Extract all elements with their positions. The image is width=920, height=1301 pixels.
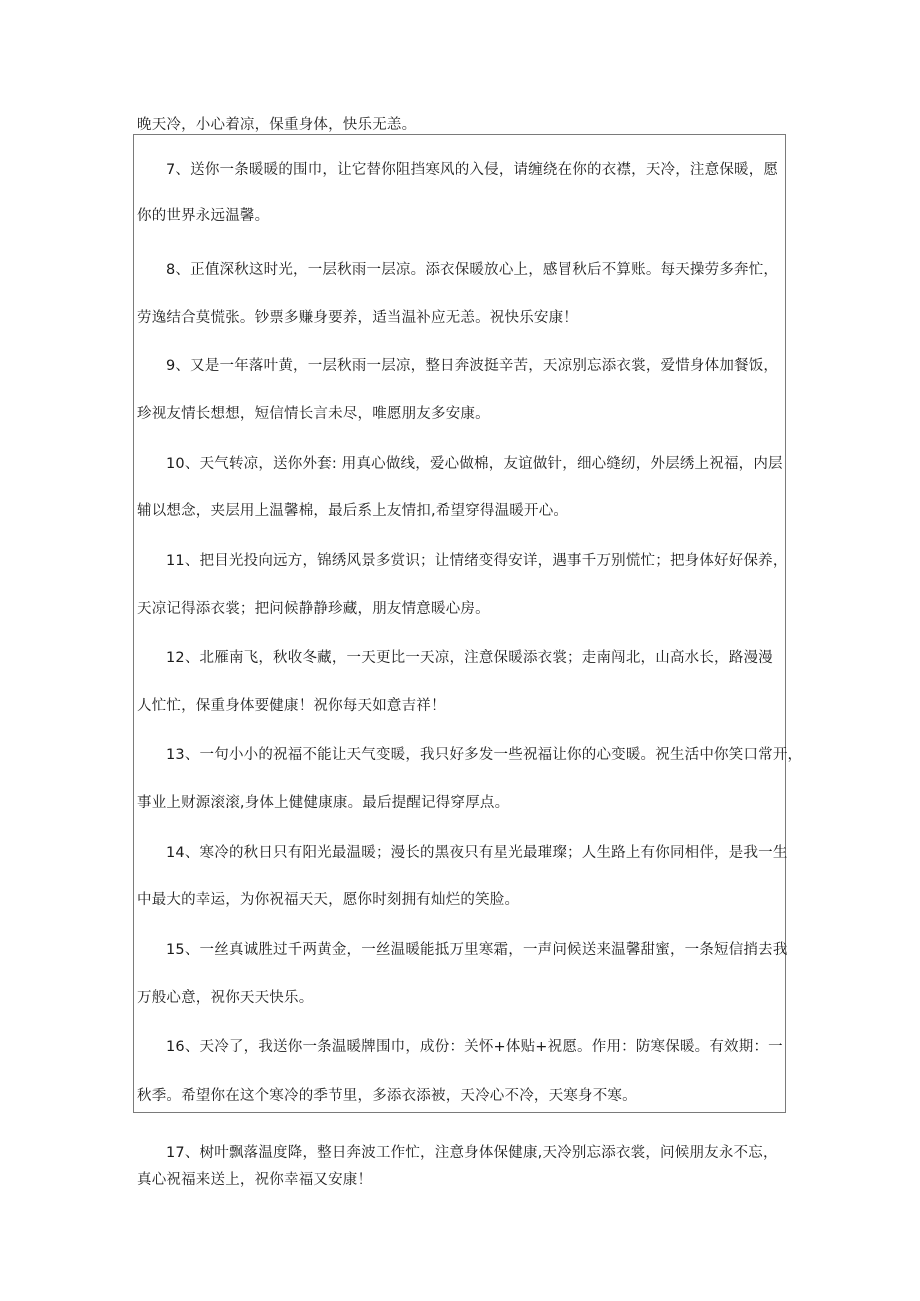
paragraph-11-line-1: 11、把目光投向远方，锦绣风景多赏识；让情绪变得安详，遇事千万别慌忙；把身体好好保养，: [166, 553, 788, 569]
paragraph-13-line-2: 事业上财源滚滚,身体上健健康康。最后提醒记得穿厚点。: [137, 795, 510, 811]
paragraph-17-line-2: 真心祝福来送上，祝你幸福又安康！: [137, 1172, 373, 1188]
paragraph-7-line-2: 你的世界永远温馨。: [137, 208, 270, 224]
paragraph-9-line-2: 珍视友情长想想，短信情长言未尽，唯愿朋友多安康。: [137, 406, 490, 422]
bordered-text-box: [133, 134, 786, 1113]
paragraph-16-line-1: 16、天冷了，我送你一条温暖牌围巾，成份：关怀+体贴+祝愿。作用：防寒保暖。有效期：一: [166, 1039, 783, 1055]
paragraph-15-line-1: 15、一丝真诚胜过千两黄金，一丝温暖能抵万里寒霜，一声问候送来温馨甜蜜，一条短信捎去我: [166, 942, 788, 958]
paragraph-15-line-2: 万般心意，祝你天天快乐。: [137, 990, 314, 1006]
paragraph-12-line-2: 人忙忙，保重身体要健康！祝你每天如意吉祥！: [137, 698, 446, 714]
paragraph-7-line-1: 7、送你一条暖暖的围巾，让它替你阻挡寒风的入侵，请缠绕在你的衣襟，天冷，注意保暖，愿: [166, 162, 779, 178]
paragraph-10-line-2: 辅以想念，夹层用上温馨棉，最后系上友情扣,希望穿得温暖开心。: [137, 503, 569, 519]
paragraph-16-line-2: 秋季。希望你在这个寒冷的季节里，多添衣添被，天冷心不冷，天寒身不寒。: [137, 1088, 637, 1104]
paragraph-14-line-2: 中最大的幸运，为你祝福天天，愿你时刻拥有灿烂的笑脸。: [137, 892, 520, 908]
paragraph-11-line-2: 天凉记得添衣裳；把问候静静珍藏，朋友情意暖心房。: [137, 601, 490, 617]
paragraph-8-line-1: 8、正值深秋这时光，一层秋雨一层凉。添衣保暖放心上，感冒秋后不算账。每天操劳多奔忙，: [166, 262, 779, 278]
paragraph-14-line-1: 14、寒冷的秋日只有阳光最温暖；漫长的黑夜只有星光最璀璨；人生路上有你同相伴，是我一生: [166, 845, 788, 861]
paragraph-9-line-1: 9、又是一年落叶黄，一层秋雨一层凉，整日奔波挺辛苦，天凉别忘添衣裳，爱惜身体加餐饭，: [166, 358, 779, 374]
paragraph-6-line-1: 晚天冷，小心着凉，保重身体，快乐无恙。: [137, 117, 417, 133]
paragraph-12-line-1: 12、北雁南飞，秋收冬藏，一天更比一天凉，注意保暖添衣裳；走南闯北，山高水长，路漫漫: [166, 650, 773, 666]
paragraph-17-line-1: 17、树叶飘落温度降，整日奔波工作忙，注意身体保健康,天冷别忘添衣裳，问候朋友永不忘，: [166, 1145, 778, 1161]
paragraph-10-line-1: 10、天气转凉，送你外套: 用真心做线，爱心做棉，友谊做针，细心缝纫，外层绣上祝福，内层: [166, 456, 783, 472]
paragraph-8-line-2: 劳逸结合莫慌张。钞票多赚身要养，适当温补应无恙。祝快乐安康！: [137, 310, 578, 326]
paragraph-13-line-1: 13、一句小小的祝福不能让天气变暖，我只好多发一些祝福让你的心变暖。祝生活中你笑口常开，: [166, 747, 803, 763]
